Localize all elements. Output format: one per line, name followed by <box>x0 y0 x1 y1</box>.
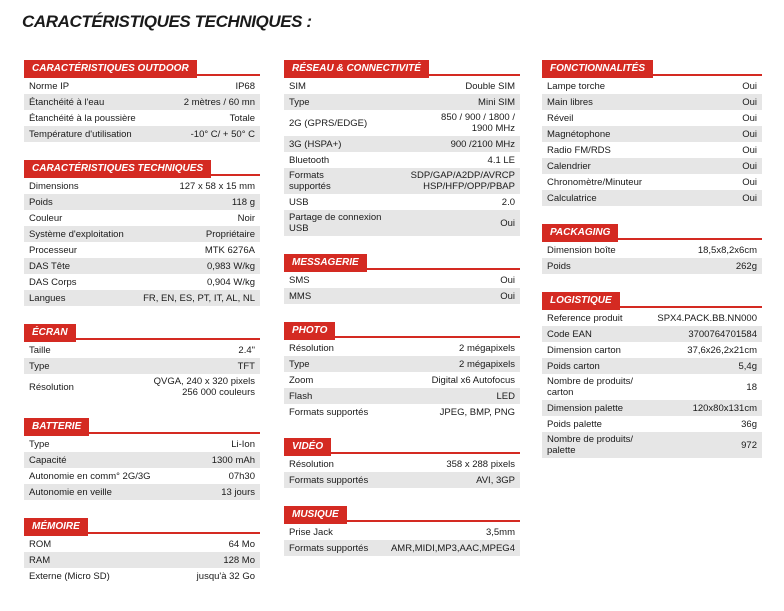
spec-row <box>284 272 520 288</box>
spec-label: Formats supportés <box>289 170 331 192</box>
column-1 <box>24 58 260 600</box>
spec-label: Langues <box>29 292 66 304</box>
section-messagerie <box>284 252 520 304</box>
spec-row <box>542 126 762 142</box>
spec-label: Résolution <box>289 342 334 354</box>
spec-row <box>24 94 260 110</box>
section-title: CARACTÉRISTIQUES OUTDOOR <box>24 60 197 78</box>
spec-row <box>284 210 520 236</box>
spec-value: 120x80x131cm <box>692 402 757 414</box>
spec-value: QVGA, 240 x 320 pixels 256 000 couleurs <box>153 376 255 398</box>
spec-row <box>542 374 762 400</box>
spec-row <box>284 194 520 210</box>
section-video <box>284 436 520 488</box>
spec-row <box>284 94 520 110</box>
spec-row <box>284 110 520 136</box>
section-logistique <box>542 290 762 458</box>
spec-row <box>284 388 520 404</box>
spec-value: Oui <box>742 176 757 188</box>
spec-row <box>24 290 260 306</box>
spec-label: Température d'utilisation <box>29 128 132 140</box>
spec-value: 0,983 W/kg <box>206 260 255 272</box>
spec-row <box>284 288 520 304</box>
spec-row <box>24 484 260 500</box>
section-title: ÉCRAN <box>24 324 76 342</box>
section-header <box>284 436 520 454</box>
section-header <box>542 222 762 240</box>
spec-label: Formats supportés <box>289 542 369 554</box>
spec-row <box>24 342 260 358</box>
spec-value: Oui <box>500 290 515 302</box>
spec-value: 2.0 <box>501 196 515 208</box>
spec-row <box>284 152 520 168</box>
spec-value: Oui <box>500 274 515 286</box>
spec-label: Réveil <box>547 112 574 124</box>
spec-row <box>284 540 520 556</box>
spec-value: Noir <box>237 212 255 224</box>
spec-row <box>24 78 260 94</box>
spec-label: Dimension palette <box>547 402 624 414</box>
spec-value: 2 mégapixels <box>459 342 515 354</box>
section-memoire <box>24 516 260 584</box>
spec-label: Formats supportés <box>289 406 369 418</box>
section-title: RÉSEAU & CONNECTIVITÉ <box>284 60 429 78</box>
spec-label: Bluetooth <box>289 154 330 166</box>
spec-label: SMS <box>289 274 310 286</box>
spec-value: 37,6x26,2x21cm <box>687 344 757 356</box>
spec-row <box>24 274 260 290</box>
spec-row <box>24 468 260 484</box>
spec-label: Lampe torche <box>547 80 606 92</box>
spec-label: Formats supportés <box>289 474 369 486</box>
section-header <box>24 516 260 534</box>
spec-row <box>284 78 520 94</box>
spec-label: Type <box>29 360 50 372</box>
spec-label: Zoom <box>289 374 314 386</box>
section-header <box>284 504 520 522</box>
spec-value: Double SIM <box>465 80 515 92</box>
spec-value: LED <box>496 390 515 402</box>
spec-row <box>284 136 520 152</box>
section-header <box>284 252 520 270</box>
spec-value: 13 jours <box>221 486 255 498</box>
spec-value: 2 mégapixels <box>459 358 515 370</box>
section-header <box>24 58 260 76</box>
spec-row <box>542 190 762 206</box>
spec-value: 3,5mm <box>485 526 515 538</box>
spec-value: Oui <box>500 217 515 229</box>
section-outdoor <box>24 58 260 142</box>
spec-label: 3G (HSPA+) <box>289 138 342 150</box>
spec-value: JPEG, BMP, PNG <box>439 406 515 418</box>
spec-row <box>542 416 762 432</box>
spec-row <box>24 242 260 258</box>
spec-label: SIM <box>289 80 306 92</box>
spec-label: Résolution <box>289 458 334 470</box>
spec-label: Autonomie en comm° 2G/3G <box>29 470 151 482</box>
spec-value: Oui <box>742 144 757 156</box>
spec-label: Prise Jack <box>289 526 333 538</box>
spec-label: Norme IP <box>29 80 70 92</box>
spec-label: Type <box>289 358 310 370</box>
column-3 <box>542 58 762 474</box>
spec-row <box>24 436 260 452</box>
spec-label: DAS Tête <box>29 260 71 272</box>
spec-row <box>24 258 260 274</box>
spec-value: 900 /2100 MHz <box>450 138 515 150</box>
spec-value: 118 g <box>231 196 255 208</box>
section-title: LOGISTIQUE <box>542 292 620 310</box>
spec-value: Li-Ion <box>231 438 255 450</box>
spec-row <box>542 158 762 174</box>
spec-label: Résolution <box>29 381 74 393</box>
spec-label: Poids <box>29 196 53 208</box>
spec-row <box>542 110 762 126</box>
spec-row <box>542 258 762 274</box>
spec-value: 358 x 288 pixels <box>446 458 515 470</box>
spec-row <box>24 358 260 374</box>
spec-label: Magnétophone <box>547 128 611 140</box>
spec-row <box>542 432 762 458</box>
spec-row <box>284 340 520 356</box>
spec-label: Calculatrice <box>547 192 597 204</box>
spec-label: Taille <box>29 344 51 356</box>
section-header <box>542 290 762 308</box>
spec-value: Oui <box>742 160 757 172</box>
spec-value: 2.4" <box>238 344 255 356</box>
spec-label: Poids palette <box>547 418 602 430</box>
section-title: PHOTO <box>284 322 335 340</box>
section-musique <box>284 504 520 556</box>
spec-value: 127 x 58 x 15 mm <box>179 180 255 192</box>
spec-value: Propriétaire <box>205 228 255 240</box>
spec-row <box>24 226 260 242</box>
spec-label: Poids <box>547 260 571 272</box>
spec-row <box>24 552 260 568</box>
spec-label: RAM <box>29 554 51 566</box>
section-ecran <box>24 322 260 400</box>
spec-label: Dimension carton <box>547 344 621 356</box>
spec-row <box>284 456 520 472</box>
spec-value: jusqu'à 32 Go <box>196 570 255 582</box>
spec-value: TFT <box>237 360 255 372</box>
spec-value: 18,5x8,2x6cm <box>697 244 757 256</box>
spec-label: Main libres <box>547 96 593 108</box>
spec-label: Dimension boîte <box>547 244 616 256</box>
spec-row <box>542 94 762 110</box>
spec-value: 972 <box>741 439 757 451</box>
spec-label: Dimensions <box>29 180 79 192</box>
spec-row <box>542 142 762 158</box>
spec-row <box>542 326 762 342</box>
spec-label: Partage de connexion USB <box>289 212 382 234</box>
spec-label: DAS Corps <box>29 276 77 288</box>
spec-label: Étanchéité à l'eau <box>29 96 105 108</box>
spec-value: Totale <box>229 112 255 124</box>
spec-value: 64 Mo <box>228 538 255 550</box>
spec-label: Chronomètre/Minuteur <box>547 176 643 188</box>
spec-row <box>284 524 520 540</box>
spec-row <box>284 168 520 194</box>
section-title: CARACTÉRISTIQUES TECHNIQUES <box>24 160 211 178</box>
spec-row <box>542 310 762 326</box>
spec-row <box>24 210 260 226</box>
section-title: VIDÉO <box>284 438 331 456</box>
spec-value: 3700764701584 <box>688 328 757 340</box>
section-packaging <box>542 222 762 274</box>
spec-value: AVI, 3GP <box>476 474 515 486</box>
spec-value: MTK 6276A <box>204 244 255 256</box>
section-title: MÉMOIRE <box>24 518 88 536</box>
spec-label: Processeur <box>29 244 78 256</box>
spec-value: Mini SIM <box>478 96 515 108</box>
spec-value: 0,904 W/kg <box>206 276 255 288</box>
spec-row <box>24 110 260 126</box>
spec-row <box>284 372 520 388</box>
spec-label: Nombre de produits/ carton <box>547 376 634 398</box>
spec-row <box>284 356 520 372</box>
spec-label: Type <box>29 438 50 450</box>
spec-value: Oui <box>742 112 757 124</box>
spec-value: Oui <box>742 80 757 92</box>
spec-value: Digital x6 Autofocus <box>431 374 515 386</box>
section-header <box>24 322 260 340</box>
spec-value: Oui <box>742 192 757 204</box>
spec-row <box>542 358 762 374</box>
spec-row <box>24 194 260 210</box>
spec-label: Système d'exploitation <box>29 228 124 240</box>
section-header <box>284 320 520 338</box>
spec-label: Poids carton <box>547 360 600 372</box>
spec-label: Couleur <box>29 212 63 224</box>
spec-value: 18 <box>746 381 757 393</box>
spec-value: 5,4g <box>738 360 757 372</box>
spec-value: -10° C/ + 50° C <box>190 128 255 140</box>
spec-label: Nombre de produits/ palette <box>547 434 634 456</box>
spec-value: IP68 <box>235 80 255 92</box>
spec-value: FR, EN, ES, PT, IT, AL, NL <box>143 292 255 304</box>
spec-label: Flash <box>289 390 313 402</box>
spec-row <box>24 126 260 142</box>
spec-row <box>24 568 260 584</box>
section-fonctionnalites <box>542 58 762 206</box>
spec-row <box>542 242 762 258</box>
section-title: PACKAGING <box>542 224 618 242</box>
spec-value: 07h30 <box>228 470 255 482</box>
section-title: MUSIQUE <box>284 506 347 524</box>
spec-label: Autonomie en veille <box>29 486 112 498</box>
spec-value: Oui <box>742 128 757 140</box>
spec-row <box>284 472 520 488</box>
spec-row <box>284 404 520 420</box>
spec-value: 36g <box>741 418 757 430</box>
spec-value: SDP/GAP/A2DP/AVRCP HSP/HFP/OPP/PBAP <box>410 170 515 192</box>
section-batterie <box>24 416 260 500</box>
section-title: MESSAGERIE <box>284 254 367 272</box>
spec-label: Étanchéité à la poussière <box>29 112 136 124</box>
spec-label: USB <box>289 196 309 208</box>
column-2 <box>284 58 520 572</box>
section-header <box>24 416 260 434</box>
section-techniques <box>24 158 260 306</box>
spec-row <box>24 536 260 552</box>
spec-label: Code EAN <box>547 328 592 340</box>
spec-row <box>542 174 762 190</box>
spec-value: 2 mètres / 60 mn <box>183 96 255 108</box>
spec-value: 850 / 900 / 1800 / 1900 MHz <box>441 112 515 134</box>
section-header <box>542 58 762 76</box>
spec-label: Radio FM/RDS <box>547 144 611 156</box>
spec-label: 2G (GPRS/EDGE) <box>289 117 368 129</box>
section-header <box>284 58 520 76</box>
spec-label: Type <box>289 96 310 108</box>
spec-row <box>542 78 762 94</box>
page-title: CARACTÉRISTIQUES TECHNIQUES : <box>22 12 312 31</box>
spec-value: 4.1 LE <box>487 154 515 166</box>
spec-row <box>24 178 260 194</box>
section-title: BATTERIE <box>24 418 89 436</box>
spec-value: 128 Mo <box>223 554 255 566</box>
section-title: FONCTIONNALITÉS <box>542 60 653 78</box>
section-header <box>24 158 260 176</box>
spec-value: SPX4.PACK.BB.NN000 <box>657 312 757 324</box>
spec-label: Externe (Micro SD) <box>29 570 110 582</box>
spec-value: Oui <box>742 96 757 108</box>
spec-row <box>542 342 762 358</box>
spec-label: Reference produit <box>547 312 623 324</box>
spec-value: 262g <box>735 260 757 272</box>
spec-label: ROM <box>29 538 52 550</box>
spec-label: Calendrier <box>547 160 591 172</box>
spec-label: MMS <box>289 290 312 302</box>
spec-row <box>24 452 260 468</box>
spec-value: AMR,MIDI,MP3,AAC,MPEG4 <box>390 542 515 554</box>
spec-row <box>542 400 762 416</box>
spec-label: Capacité <box>29 454 67 466</box>
section-reseau <box>284 58 520 236</box>
spec-row <box>24 374 260 400</box>
section-photo <box>284 320 520 420</box>
spec-value: 1300 mAh <box>211 454 255 466</box>
